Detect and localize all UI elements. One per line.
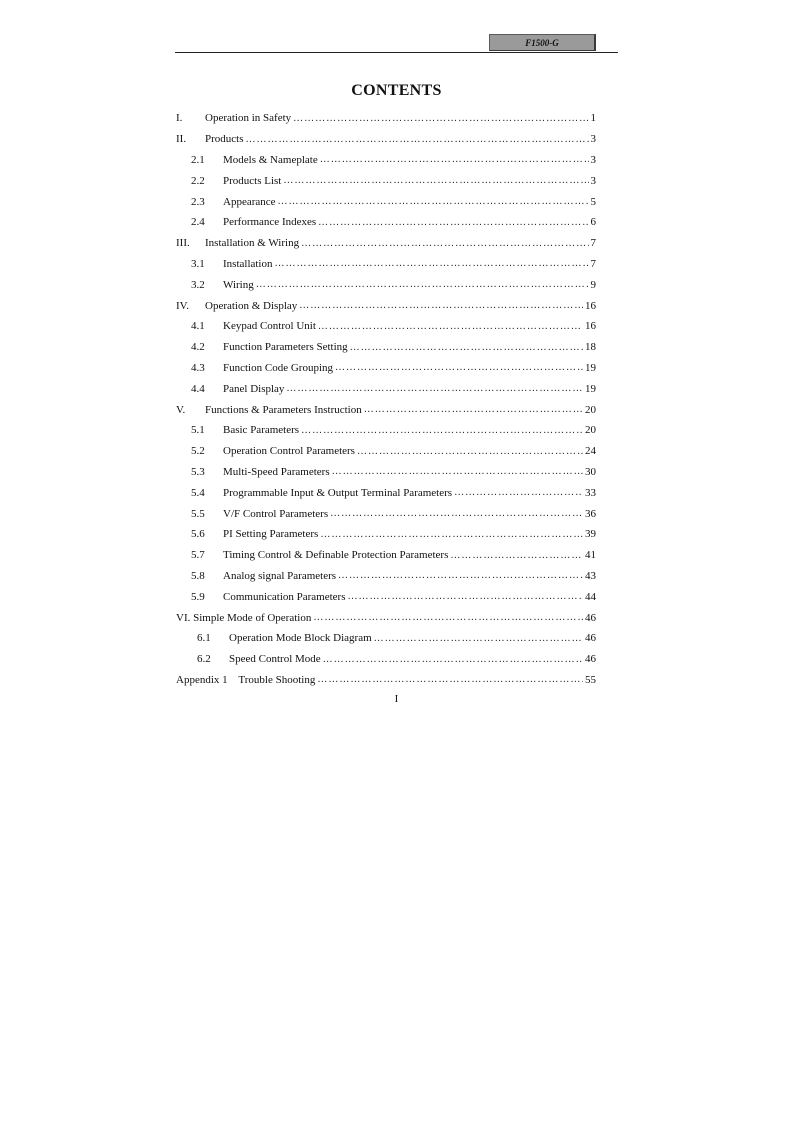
toc-entry-page: 44 (585, 590, 596, 603)
toc-entry-label: Multi-Speed Parameters (223, 465, 330, 478)
toc-entry-timing-control-protection-parameters[interactable] (176, 545, 596, 566)
toc-entry-label: Operation & Display (205, 299, 298, 312)
toc-entry-label: Function Parameters Setting (223, 341, 348, 354)
dot-leader (301, 238, 588, 249)
dot-leader (348, 591, 584, 602)
toc-entry-speed-control-mode[interactable] (176, 649, 596, 670)
toc-entry-label: Basic Parameters (223, 424, 300, 437)
toc-entry-pi-setting-parameters[interactable] (176, 524, 596, 545)
toc-entry-label: Operation in Safety (205, 112, 292, 125)
toc-entry-page: 24 (585, 445, 596, 458)
toc-entry-number: 2.2 (191, 174, 205, 187)
dot-leader (293, 113, 588, 124)
toc-entry-operation-in-safety[interactable] (176, 108, 596, 129)
dot-leader (454, 487, 583, 498)
toc-entry-label: Models & Nameplate (223, 153, 318, 166)
toc-entry-page: 3 (590, 153, 596, 166)
toc-entry-installation[interactable] (176, 254, 596, 275)
toc-entry-operation-control-parameters[interactable] (176, 441, 596, 462)
page-number: I (394, 693, 399, 705)
toc-entry-label: Appearance (223, 195, 276, 208)
toc-entry-page: 18 (585, 341, 596, 354)
dot-leader (332, 466, 583, 477)
toc-entry-page: 9 (590, 278, 596, 291)
toc-entry-operation-display[interactable] (176, 295, 596, 316)
toc-entry-page: 33 (585, 486, 596, 499)
toc-entry-number: IV. (176, 299, 189, 312)
toc-entry-performance-indexes[interactable] (176, 212, 596, 233)
toc-entry-page: 36 (585, 507, 596, 520)
dot-leader (357, 446, 583, 457)
toc-entry-label: V/F Control Parameters (223, 507, 329, 520)
toc-entry-page: 43 (585, 569, 596, 582)
toc-entry-number: 5.2 (191, 445, 205, 458)
toc-entry-page: 19 (585, 361, 596, 374)
toc-entry-label: Products List (223, 174, 282, 187)
dot-leader (350, 342, 583, 353)
toc-entry-label: Installation & Wiring (205, 237, 300, 250)
toc-entry-number: 4.4 (191, 382, 205, 395)
toc-entry-products-list[interactable] (176, 170, 596, 191)
page-title: CONTENTS (351, 82, 442, 99)
dot-leader (323, 654, 583, 665)
dot-leader (335, 362, 583, 373)
toc-entry-number: 2.1 (191, 153, 205, 166)
toc-entry-label: Operation Mode Block Diagram (229, 632, 372, 645)
dot-leader (283, 175, 588, 186)
toc-entry-label: Functions & Parameters Instruction (205, 403, 362, 416)
toc-entry-label: Appendix 1 Trouble Shooting (176, 673, 316, 686)
dot-leader (313, 612, 583, 623)
toc-entry-wiring[interactable] (176, 274, 596, 295)
toc-entry-number: 3.1 (191, 257, 205, 270)
toc-entry-page: 20 (585, 403, 596, 416)
toc-entry-label: Speed Control Mode (229, 653, 321, 666)
toc-entry-multi-speed-parameters[interactable] (176, 462, 596, 483)
dot-leader (286, 383, 583, 394)
toc-entry-number: 3.2 (191, 278, 205, 291)
toc-entry-products[interactable] (176, 129, 596, 150)
dot-leader (256, 279, 589, 290)
toc-entry-keypad-control-unit[interactable] (176, 316, 596, 337)
toc-entry-page: 3 (590, 133, 596, 146)
toc-entry-number: 5.3 (191, 465, 205, 478)
toc-entry-communication-parameters[interactable] (176, 586, 596, 607)
toc-entry-label: Timing Control & Definable Protection Parameters (223, 549, 449, 562)
toc-entry-page: 7 (590, 237, 596, 250)
dot-leader (317, 674, 583, 685)
toc-entry-page: 3 (590, 174, 596, 187)
toc-entry-label: Wiring (223, 278, 254, 291)
toc-entry-number: 5.4 (191, 486, 205, 499)
document-id-tab: F1500-G (489, 34, 596, 51)
toc-entry-page: 19 (585, 382, 596, 395)
toc-entry-page: 16 (585, 320, 596, 333)
dot-leader (320, 154, 589, 165)
toc-entry-number: 5.5 (191, 507, 205, 520)
toc-entry-functions-parameters-instruction[interactable] (176, 399, 596, 420)
toc-entry-operation-mode-block-diagram[interactable] (176, 628, 596, 649)
toc-entry-models-nameplate[interactable] (176, 150, 596, 171)
toc-entry-number: 2.4 (191, 216, 205, 229)
toc-entry-label: Products (205, 133, 244, 146)
toc-entry-simple-mode-of-operation[interactable] (176, 607, 596, 628)
toc-entry-number: 5.8 (191, 569, 205, 582)
toc-entry-programmable-io-terminal-parameters[interactable] (176, 482, 596, 503)
toc-entry-label: Operation Control Parameters (223, 445, 355, 458)
toc-entry-number: 4.3 (191, 361, 205, 374)
dot-leader (318, 217, 588, 228)
toc-entry-label: VI. Simple Mode of Operation (176, 611, 312, 624)
dot-leader (320, 529, 583, 540)
toc-entry-number: 6.2 (197, 653, 211, 666)
toc-entry-page: 30 (585, 465, 596, 478)
toc-entry-page: 41 (585, 549, 596, 562)
toc-entry-appendix-trouble-shooting[interactable] (176, 670, 596, 691)
toc-entry-page: 20 (585, 424, 596, 437)
toc-entry-basic-parameters[interactable] (176, 420, 596, 441)
dot-leader (246, 134, 589, 145)
toc-entry-number: 4.1 (191, 320, 205, 333)
toc-entry-number: 5.9 (191, 590, 205, 603)
toc-entry-number: 4.2 (191, 341, 205, 354)
toc-entry-panel-display[interactable] (176, 378, 596, 399)
table-of-contents (176, 108, 596, 690)
dot-leader (275, 258, 589, 269)
toc-entry-analog-signal-parameters[interactable] (176, 566, 596, 587)
dot-leader (299, 300, 583, 311)
toc-entry-page: 5 (590, 195, 596, 208)
toc-entry-page: 55 (585, 673, 596, 686)
toc-entry-installation-wiring[interactable] (176, 233, 596, 254)
toc-entry-label: Keypad Control Unit (223, 320, 316, 333)
toc-entry-label: Performance Indexes (223, 216, 317, 229)
toc-entry-page: 46 (585, 653, 596, 666)
toc-entry-page: 16 (585, 299, 596, 312)
toc-entry-page: 46 (585, 632, 596, 645)
toc-entry-number: 5.7 (191, 549, 205, 562)
toc-entry-number: 6.1 (197, 632, 211, 645)
toc-entry-number: 5.1 (191, 424, 205, 437)
toc-entry-page: 6 (590, 216, 596, 229)
toc-entry-number: I. (176, 112, 183, 125)
dot-leader (330, 508, 583, 519)
toc-entry-page: 39 (585, 528, 596, 541)
toc-entry-number: V. (176, 403, 186, 416)
toc-entry-label: PI Setting Parameters (223, 528, 319, 541)
toc-entry-number: II. (176, 133, 187, 146)
dot-leader (364, 404, 583, 415)
toc-entry-appearance[interactable] (176, 191, 596, 212)
dot-leader (318, 321, 583, 332)
toc-entry-label: Function Code Grouping (223, 361, 333, 374)
dot-leader (278, 196, 589, 207)
dot-leader (374, 633, 583, 644)
toc-entry-vf-control-parameters[interactable] (176, 503, 596, 524)
dot-leader (338, 570, 583, 581)
toc-entry-function-code-grouping[interactable] (176, 358, 596, 379)
toc-entry-label: Installation (223, 257, 273, 270)
header-rule (175, 52, 618, 53)
toc-entry-number: III. (176, 237, 190, 250)
toc-entry-label: Panel Display (223, 382, 285, 395)
dot-leader (450, 550, 583, 561)
toc-entry-page: 46 (585, 611, 596, 624)
toc-entry-number: 2.3 (191, 195, 205, 208)
toc-entry-label: Communication Parameters (223, 590, 346, 603)
toc-entry-function-parameters-setting[interactable] (176, 337, 596, 358)
toc-entry-label: Programmable Input & Output Terminal Parameters (223, 486, 453, 499)
toc-entry-number: 5.6 (191, 528, 205, 541)
toc-entry-page: 1 (590, 112, 596, 125)
toc-entry-label: Analog signal Parameters (223, 569, 337, 582)
toc-entry-page: 7 (590, 257, 596, 270)
dot-leader (301, 425, 583, 436)
